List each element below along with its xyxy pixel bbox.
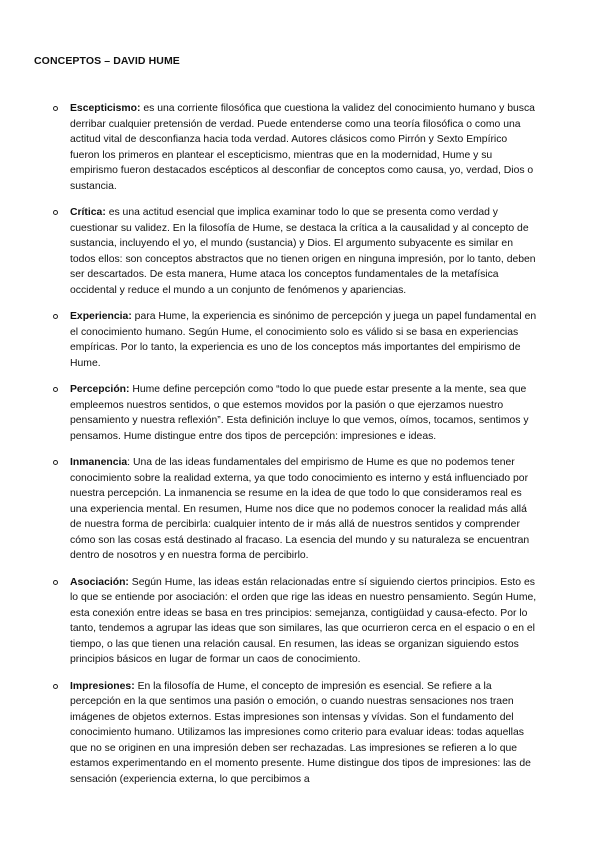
bullet-icon <box>53 314 58 319</box>
concept-definition: para Hume, la experiencia es sinónimo de percepción y juega un papel fundamental en el conocimiento humano. Según Hume, el conocimiento solo es válido si se basa en experiencias empíricas. Por lo tanto, la experiencia es uno de los conceptos más importantes del empirismo de Hume. <box>70 311 537 369</box>
concept-term: Inmanencia <box>70 457 128 468</box>
concept-definition: : Una de las ideas fundamentales del empirismo de Hume es que no podemos tener conocimiento sobre la realidad externa, ya que todo conocimiento es interno y está influenciado por nuestra percepción. La inmanencia se resume en la idea de que todo lo que consideramos real es una experiencia mental. En resumen, Hume nos dice que no podemos conocer la realidad más allá de nuestra forma de percibirla: cualquier intento de ir más allá de nuestros sentidos y comprender cómo son las cosas está destinado al fracaso. La esencia del mundo y su naturaleza se encuentran dentro de nosotros y en nuestra forma de percibirlo. <box>70 457 530 561</box>
list-item-percepcion <box>0 382 600 444</box>
concept-definition: es una actitud esencial que implica examinar todo lo que se presenta como verdad y cuestionar su validez. En la filosofía de Hume, se destaca la crítica a la causalidad y al concepto de sustancia, incluyendo el yo, el mundo (sustancia) y Dios. El argumento subyacente es similar en todos ellos: son conceptos abstractos que no tienen origen en ninguna impresión, por lo tanto, deben ser descartados. De esta manera, Hume ataca los conceptos fundamentales de la metafísica occidental y reduce el mundo a un conjunto de fenómenos y apariencias. <box>70 207 536 296</box>
concept-definition: es una corriente filosófica que cuestiona la validez del conocimiento humano y busca derribar cualquier pretensión de verdad. Puede entenderse como una teoría filosófica o como una actitud vital de desconfianza hacia toda verdad. Autores clásicos como Pirrón y Sexto Empírico fueron los primeros en plantear el escepticismo, mientras que en la modernidad, Hume y su empirismo fueron destacados escépticos al desconfiar de conceptos como causa, yo, verdad, Dios o sustancia. <box>70 103 535 192</box>
concept-term: Experiencia: <box>70 311 132 322</box>
concept-definition: Según Hume, las ideas están relacionadas entre sí siguiendo ciertos principios. Esto es lo que se entiende por asociación: el orden que rige las ideas en nuestro pensamiento. Según Hume, esta conexión entre ideas se basa en tres principios: semejanza, contigüidad y causa-efecto. Por lo tanto, tendemos a agrupar las ideas que son similares, las que ocurrieron cerca en el espacio o en el tiempo, o las que tienen una relación causal. En resumen, las ideas se organizan siguiendo estos principios básicos en lugar de formar un caos de conocimiento. <box>70 576 537 665</box>
list-item-inmanencia <box>0 455 600 564</box>
concept-term: Percepción: <box>70 384 130 395</box>
concept-definition: En la filosofía de Hume, el concepto de impresión es esencial. Se refiere a la percepción en la que sentimos una pasión o emoción, o cuando nuestras sensaciones nos traen imágenes de objetos externos. Estas impresiones son intensas y vívidas. Son el fundamento del conocimiento humano. Utilizamos las impresiones como criterio para evaluar ideas: todas aquellas que no se originen en una impresión deben ser rechazadas. Las impresiones se refieren a lo que estamos experimentando en el momento presente. Hume distingue dos tipos de impresiones: las de sensación (experiencia externa, lo que percibimos a <box>70 680 531 785</box>
concept-term: Asociación: <box>70 576 129 588</box>
list-item-experiencia <box>0 309 600 371</box>
page-title: CONCEPTOS – DAVID HUME <box>34 55 180 67</box>
bullet-icon <box>53 580 58 585</box>
list-item-escepticismo <box>0 101 600 194</box>
bullet-icon <box>53 460 58 465</box>
list-item-impresiones <box>0 679 600 788</box>
list-item-critica <box>0 205 600 298</box>
concept-list <box>0 101 600 798</box>
concept-term: Escepticismo: <box>70 103 141 114</box>
bullet-icon <box>53 106 58 111</box>
bullet-icon <box>53 210 58 215</box>
concept-term: Impresiones: <box>70 680 135 692</box>
list-item-asociacion <box>0 575 600 668</box>
concept-definition: Hume define percepción como “todo lo que puede estar presente a la mente, sea que empleemos nuestros sentidos, o que estemos movidos por la pasión o que ejerzamos nuestro pensamiento y nuestra reflexión”. Esta definición incluye lo que vemos, oímos, tocamos, sentimos y pensamos. Hume distingue entre dos tipos de percepción: impresiones e ideas. <box>70 384 529 442</box>
bullet-icon <box>53 684 58 689</box>
bullet-icon <box>53 387 58 392</box>
concept-term: Crítica: <box>70 207 106 218</box>
